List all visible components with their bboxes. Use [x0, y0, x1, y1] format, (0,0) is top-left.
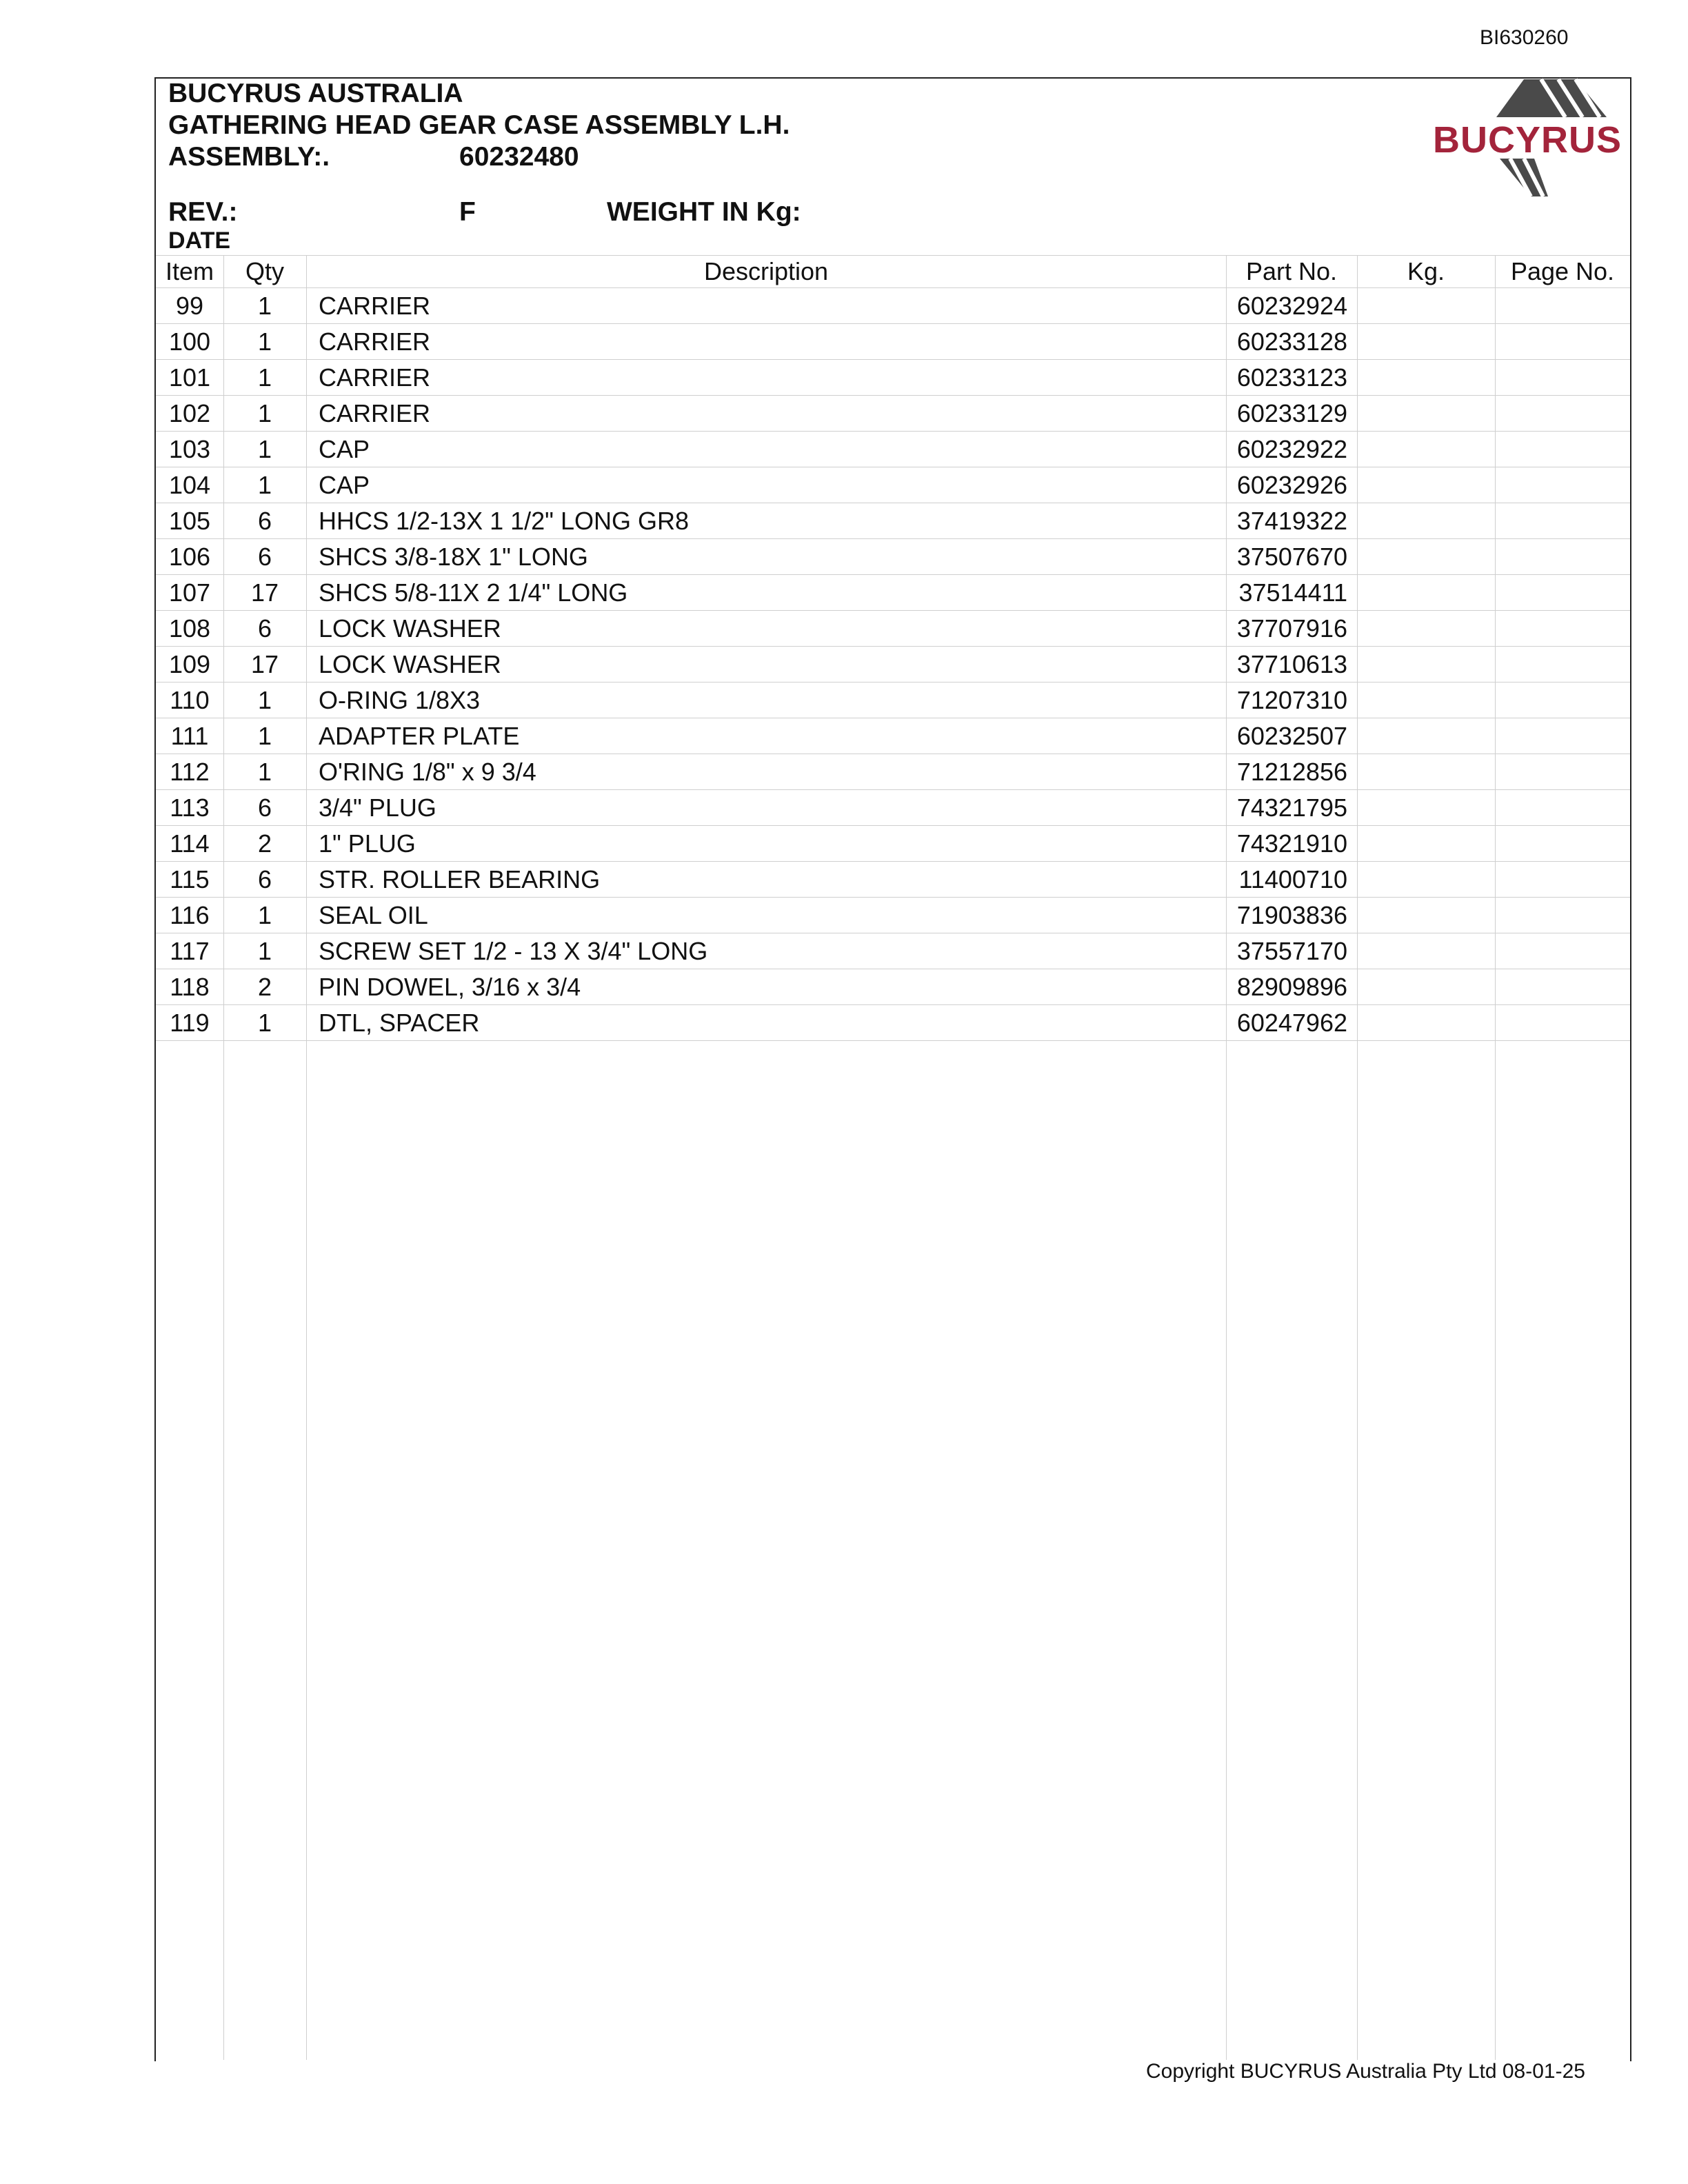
- description-cell: HHCS 1/2-13X 1 1/2" LONG GR8: [319, 506, 689, 535]
- assembly-title: GATHERING HEAD GEAR CASE ASSEMBLY L.H.: [168, 110, 790, 140]
- part-no-cell: 37514411: [1238, 578, 1347, 607]
- parts-table: [156, 255, 1630, 1041]
- col-header-description: Description: [703, 257, 829, 285]
- col-header-page-no: Page No.: [1510, 257, 1615, 285]
- kg-cell: [1357, 539, 1495, 574]
- description-cell: O-RING 1/8X3: [319, 685, 481, 714]
- col-header-part-no: Part No.: [1245, 257, 1338, 285]
- item-cell: 106: [168, 542, 211, 571]
- description-cell: DTL, SPACER: [319, 1008, 480, 1037]
- kg-cell: [1357, 933, 1495, 969]
- qty-cell: 6: [257, 614, 272, 643]
- qty-cell: 1: [257, 291, 272, 320]
- item-cell: 109: [168, 649, 211, 678]
- kg-cell: [1357, 324, 1495, 359]
- qty-cell: 1: [257, 470, 272, 499]
- part-no-cell: 60233128: [1236, 327, 1347, 356]
- item-cell: 104: [168, 470, 211, 499]
- kg-cell: [1357, 467, 1495, 503]
- part-no-cell: 74321795: [1236, 793, 1347, 822]
- part-no-cell: 60233129: [1236, 398, 1347, 427]
- part-no-cell: 37419322: [1236, 506, 1347, 535]
- kg-cell: [1357, 898, 1495, 933]
- page-no-cell: [1495, 1005, 1630, 1040]
- page-no-cell: [1495, 432, 1630, 467]
- description-cell: 1" PLUG: [319, 829, 416, 858]
- qty-cell: 1: [257, 1008, 272, 1037]
- description-cell: CARRIER: [319, 327, 431, 356]
- kg-cell: [1357, 1005, 1495, 1040]
- description-cell: CARRIER: [319, 291, 431, 320]
- item-cell: 101: [168, 363, 211, 392]
- kg-cell: [1357, 611, 1495, 646]
- description-cell: O'RING 1/8" x 9 3/4: [319, 757, 536, 786]
- kg-cell: [1357, 360, 1495, 395]
- description-cell: CARRIER: [319, 398, 431, 427]
- kg-cell: [1357, 288, 1495, 323]
- kg-cell: [1357, 754, 1495, 789]
- table-row: [156, 467, 1630, 503]
- table-row: [156, 288, 1630, 324]
- page-no-cell: [1495, 682, 1630, 718]
- copyright-footer: Copyright BUCYRUS Australia Pty Ltd 08-01-25: [1146, 2060, 1585, 2083]
- page-no-cell: [1495, 503, 1630, 538]
- company-name: BUCYRUS AUSTRALIA: [168, 79, 463, 108]
- rev-value: F: [459, 197, 476, 227]
- page-no-cell: [1495, 862, 1630, 897]
- item-cell: 118: [170, 972, 210, 1001]
- description-cell: SHCS 5/8-11X 2 1/4" LONG: [319, 578, 628, 607]
- qty-cell: 1: [257, 398, 272, 427]
- page-no-cell: [1495, 324, 1630, 359]
- table-row: [156, 611, 1630, 647]
- qty-cell: 6: [257, 865, 272, 893]
- table-row: [156, 969, 1630, 1005]
- page-no-cell: [1495, 539, 1630, 574]
- table-row: [156, 790, 1630, 826]
- date-label: DATE: [168, 228, 231, 254]
- item-cell: 116: [170, 900, 210, 929]
- page-no-cell: [1495, 754, 1630, 789]
- table-row: [156, 862, 1630, 898]
- item-cell: 107: [168, 578, 211, 607]
- item-cell: 99: [175, 291, 204, 320]
- qty-cell: 1: [257, 363, 272, 392]
- item-cell: 103: [168, 434, 211, 463]
- description-cell: SEAL OIL: [319, 900, 428, 929]
- part-no-cell: 60232507: [1236, 721, 1347, 750]
- kg-cell: [1357, 647, 1495, 682]
- item-cell: 105: [168, 506, 211, 535]
- table-row: [156, 682, 1630, 718]
- table-row: [156, 503, 1630, 539]
- page-no-cell: [1495, 718, 1630, 754]
- kg-cell: [1357, 862, 1495, 897]
- kg-cell: [1357, 826, 1495, 861]
- kg-cell: [1357, 503, 1495, 538]
- col-header-kg: Kg.: [1407, 257, 1445, 285]
- item-cell: 110: [170, 685, 210, 714]
- item-cell: 108: [168, 614, 211, 643]
- qty-cell: 6: [257, 793, 272, 822]
- part-no-cell: 11400710: [1238, 865, 1347, 893]
- table-row: [156, 575, 1630, 611]
- bucyrus-logo: [1427, 76, 1627, 200]
- page-no-cell: [1495, 360, 1630, 395]
- table-row: [156, 898, 1630, 933]
- part-no-cell: 71212856: [1236, 757, 1347, 786]
- qty-cell: 1: [257, 900, 272, 929]
- qty-cell: 1: [257, 721, 272, 750]
- part-no-cell: 60247962: [1236, 1008, 1347, 1037]
- page-no-cell: [1495, 933, 1630, 969]
- qty-cell: 2: [257, 972, 272, 1001]
- assembly-number: 60232480: [459, 142, 579, 172]
- part-no-cell: 71207310: [1236, 685, 1347, 714]
- part-no-cell: 82909896: [1236, 972, 1347, 1001]
- table-row: [156, 933, 1630, 969]
- part-no-cell: 60232924: [1236, 291, 1347, 320]
- page-no-cell: [1495, 790, 1630, 825]
- part-no-cell: 37507670: [1236, 542, 1347, 571]
- table-row: [156, 324, 1630, 360]
- item-cell: 111: [170, 721, 209, 750]
- qty-cell: 1: [257, 757, 272, 786]
- kg-cell: [1357, 790, 1495, 825]
- rev-label: REV.:: [168, 197, 238, 227]
- table-row: [156, 754, 1630, 790]
- table-row: [156, 826, 1630, 862]
- description-cell: 3/4" PLUG: [319, 793, 436, 822]
- logo-text: BUCYRUS: [1432, 119, 1622, 161]
- qty-cell: 6: [257, 542, 272, 571]
- table-row: [156, 539, 1630, 575]
- table-row: [156, 432, 1630, 467]
- item-cell: 119: [170, 1008, 210, 1037]
- description-cell: CAP: [319, 470, 370, 499]
- qty-cell: 1: [257, 685, 272, 714]
- page-no-cell: [1495, 467, 1630, 503]
- kg-cell: [1357, 432, 1495, 467]
- item-cell: 113: [170, 793, 210, 822]
- part-no-cell: 60233123: [1236, 363, 1347, 392]
- table-row: [156, 1005, 1630, 1041]
- part-no-cell: 71903836: [1236, 900, 1347, 929]
- part-no-cell: 37707916: [1236, 614, 1347, 643]
- table-header-row: [156, 255, 1630, 288]
- page-no-cell: [1495, 575, 1630, 610]
- table-row: [156, 396, 1630, 432]
- description-cell: LOCK WASHER: [319, 614, 501, 643]
- page-no-cell: [1495, 969, 1630, 1004]
- kg-cell: [1357, 575, 1495, 610]
- part-no-cell: 60232926: [1236, 470, 1347, 499]
- table-row: [156, 360, 1630, 396]
- part-no-cell: 60232922: [1236, 434, 1347, 463]
- description-cell: LOCK WASHER: [319, 649, 501, 678]
- description-cell: ADAPTER PLATE: [319, 721, 520, 750]
- description-cell: STR. ROLLER BEARING: [319, 865, 601, 893]
- qty-cell: 1: [257, 434, 272, 463]
- item-cell: 117: [170, 936, 210, 965]
- item-cell: 102: [168, 398, 211, 427]
- col-header-qty: Qty: [245, 257, 284, 285]
- kg-cell: [1357, 396, 1495, 431]
- document-id: BI630260: [1480, 26, 1569, 49]
- table-row: [156, 647, 1630, 682]
- item-cell: 112: [170, 757, 210, 786]
- kg-cell: [1357, 969, 1495, 1004]
- qty-cell: 6: [257, 506, 272, 535]
- description-cell: CAP: [319, 434, 370, 463]
- table-row: [156, 718, 1630, 754]
- kg-cell: [1357, 682, 1495, 718]
- description-cell: SCREW SET 1/2 - 13 X 3/4" LONG: [319, 936, 708, 965]
- weight-label: WEIGHT IN Kg:: [607, 197, 801, 227]
- description-cell: PIN DOWEL, 3/16 x 3/4: [319, 972, 581, 1001]
- qty-cell: 17: [250, 649, 279, 678]
- description-cell: SHCS 3/8-18X 1" LONG: [319, 542, 588, 571]
- qty-cell: 1: [257, 327, 272, 356]
- part-no-cell: 37710613: [1236, 649, 1347, 678]
- page-no-cell: [1495, 647, 1630, 682]
- qty-cell: 17: [250, 578, 279, 607]
- kg-cell: [1357, 718, 1495, 754]
- col-header-item: Item: [165, 257, 214, 285]
- qty-cell: 2: [257, 829, 272, 858]
- page-no-cell: [1495, 396, 1630, 431]
- item-cell: 100: [168, 327, 211, 356]
- page-no-cell: [1495, 898, 1630, 933]
- item-cell: 114: [170, 829, 210, 858]
- qty-cell: 1: [257, 936, 272, 965]
- assembly-label: ASSEMBLY:.: [168, 142, 330, 172]
- description-cell: CARRIER: [319, 363, 431, 392]
- page-no-cell: [1495, 611, 1630, 646]
- item-cell: 115: [170, 865, 210, 893]
- page-no-cell: [1495, 288, 1630, 323]
- page-no-cell: [1495, 826, 1630, 861]
- part-no-cell: 74321910: [1236, 829, 1347, 858]
- part-no-cell: 37557170: [1236, 936, 1347, 965]
